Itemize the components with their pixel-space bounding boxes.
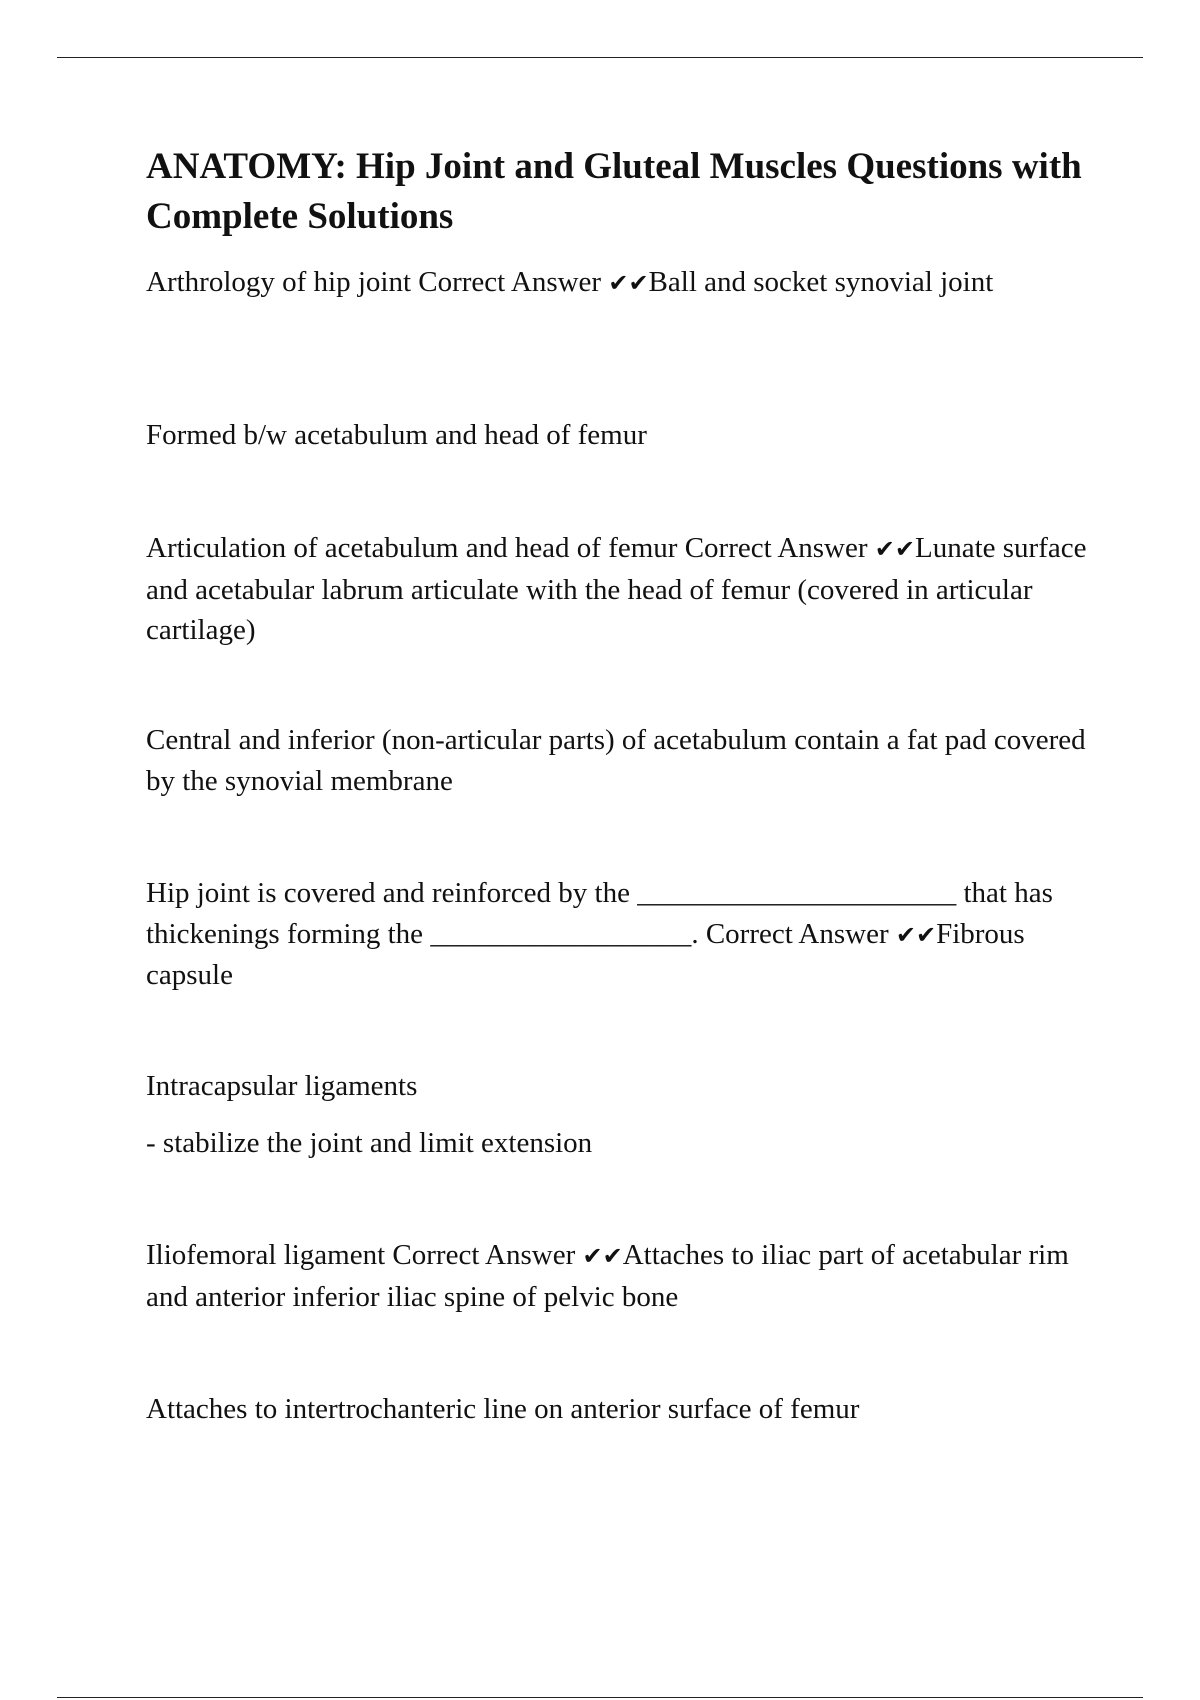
correct-answer-label: Correct Answer bbox=[705, 917, 889, 950]
double-check-icon: ✔✔ bbox=[895, 920, 937, 949]
question-text: Articulation of acetabulum and head of femur bbox=[146, 532, 678, 564]
qa-arthrology bbox=[146, 262, 1106, 304]
question-text: Arthrology of hip joint bbox=[146, 266, 412, 298]
note-formed: Formed b/w acetabulum and head of femur bbox=[146, 419, 647, 451]
answer-text: Attaches to iliac part of acetabular rim and anterior inferior iliac spine of pelvic bone bbox=[146, 1239, 1069, 1313]
note-intracapsular: Intracapsular ligaments bbox=[146, 1070, 418, 1102]
bottom-divider bbox=[57, 1697, 1143, 1698]
question-text: Hip joint is covered and reinforced by the bbox=[146, 877, 630, 909]
correct-answer-label: Correct Answer bbox=[418, 266, 602, 298]
double-check-icon: ✔✔ bbox=[582, 1242, 623, 1270]
correct-answer-label: Correct Answer bbox=[684, 532, 868, 564]
qa-articulation bbox=[146, 528, 1106, 651]
note-stabilize: - stabilize the joint and limit extension bbox=[146, 1127, 593, 1159]
note-intertrochanteric: Attaches to intertrochanteric line on anterior surface of femur bbox=[146, 1393, 860, 1425]
qa-fibrous-capsule bbox=[146, 873, 1106, 996]
double-check-icon: ✔✔ bbox=[874, 535, 915, 563]
fill-blank-2: __________________. bbox=[430, 917, 699, 950]
answer-text: Lunate surface and acetabular labrum articulate with the head of femur (covered in articular cartilage) bbox=[146, 532, 1087, 646]
answer-text: Fibrous capsule bbox=[146, 917, 1025, 991]
qa-iliofemoral bbox=[146, 1235, 1106, 1317]
answer-text: Ball and socket synovial joint bbox=[648, 266, 994, 298]
question-text: that has thickenings forming the bbox=[146, 877, 1053, 950]
correct-answer-label: Correct Answer bbox=[392, 1239, 576, 1271]
double-check-icon: ✔✔ bbox=[608, 269, 649, 297]
top-divider bbox=[57, 57, 1143, 58]
note-central-inferior: Central and inferior (non-articular parts) of acetabulum contain a fat pad covered by the synovial membrane bbox=[146, 724, 1086, 797]
document-title: ANATOMY: Hip Joint and Gluteal Muscles Questions with Complete Solutions bbox=[146, 146, 1082, 237]
fill-blank-1: ______________________ bbox=[637, 877, 957, 909]
question-text: Iliofemoral ligament bbox=[146, 1239, 386, 1271]
